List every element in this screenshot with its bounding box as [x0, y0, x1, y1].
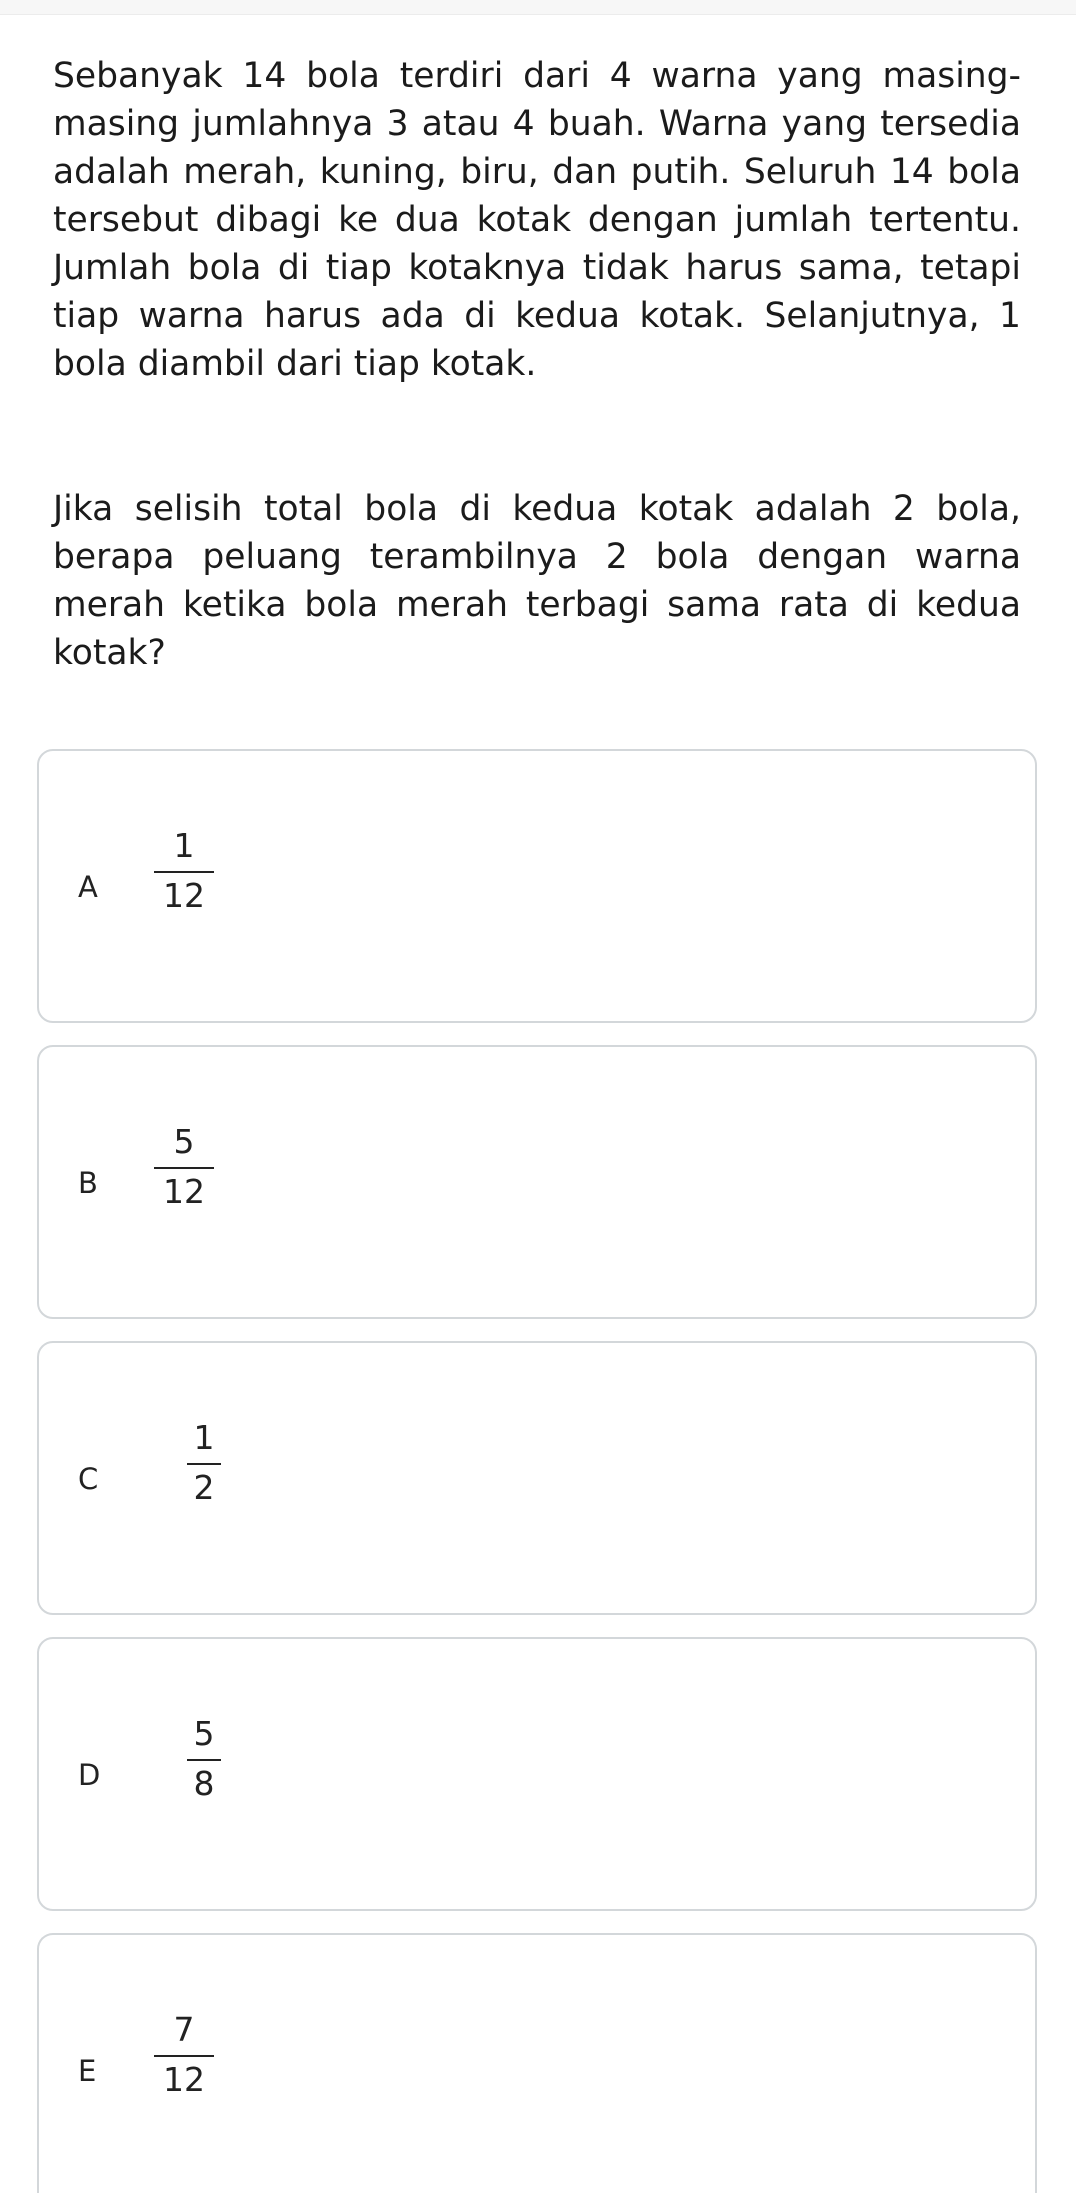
fraction-numerator: 7	[173, 2010, 195, 2049]
fraction-denominator: 12	[163, 876, 205, 915]
question-paragraph-1: Sebanyak 14 bola terdiri dari 4 warna yang masing-masing jumlahnya 3 atau 4 buah. Warna yang tersedia adalah merah, kuning, biru, dan putih. Seluruh 14 bola tersebut dibagi ke dua kotak dengan jumlah tertentu. Jumlah bola di tiap kotaknya tidak harus sama, tetapi tiap warna harus ada di kedua kotak. Selanjutnya, 1 bola diambil dari tiap kotak.	[53, 56, 1021, 384]
fraction-bar	[154, 2055, 214, 2057]
fraction-numerator: 5	[173, 1122, 195, 1161]
answer-options	[37, 749, 1037, 2193]
option-letter: B	[78, 1166, 98, 1200]
option-letter: C	[78, 1462, 99, 1496]
fraction-denominator: 12	[163, 2060, 205, 2099]
option-c[interactable]	[37, 1341, 1037, 1615]
option-e[interactable]	[37, 1933, 1037, 2193]
fraction-bar	[154, 1167, 214, 1169]
option-fraction	[154, 827, 214, 915]
option-fraction	[154, 1123, 214, 1211]
fraction-denominator: 8	[193, 1764, 215, 1803]
option-fraction	[187, 1715, 221, 1803]
fraction-denominator: 12	[163, 1172, 205, 1211]
fraction-bar	[187, 1759, 221, 1761]
fraction-denominator: 2	[193, 1468, 215, 1507]
option-d[interactable]	[37, 1637, 1037, 1911]
fraction-bar	[187, 1463, 221, 1465]
option-letter: D	[78, 1758, 101, 1792]
option-letter: A	[78, 870, 98, 904]
option-letter: E	[78, 2054, 97, 2088]
fraction-numerator: 5	[193, 1714, 215, 1753]
option-fraction	[154, 2011, 214, 2099]
option-b[interactable]	[37, 1045, 1037, 1319]
fraction-bar	[154, 871, 214, 873]
fraction-numerator: 1	[173, 826, 195, 865]
option-fraction	[187, 1419, 221, 1507]
option-a[interactable]	[37, 749, 1037, 1023]
fraction-numerator: 1	[193, 1418, 215, 1457]
question-text	[53, 52, 1021, 677]
question-paragraph-2: Jika selisih total bola di kedua kotak adalah 2 bola, berapa peluang terambilnya 2 bola dengan warna merah ketika bola merah terbagi sama rata di kedua kotak?	[53, 489, 1021, 673]
top-status-strip	[0, 0, 1076, 15]
